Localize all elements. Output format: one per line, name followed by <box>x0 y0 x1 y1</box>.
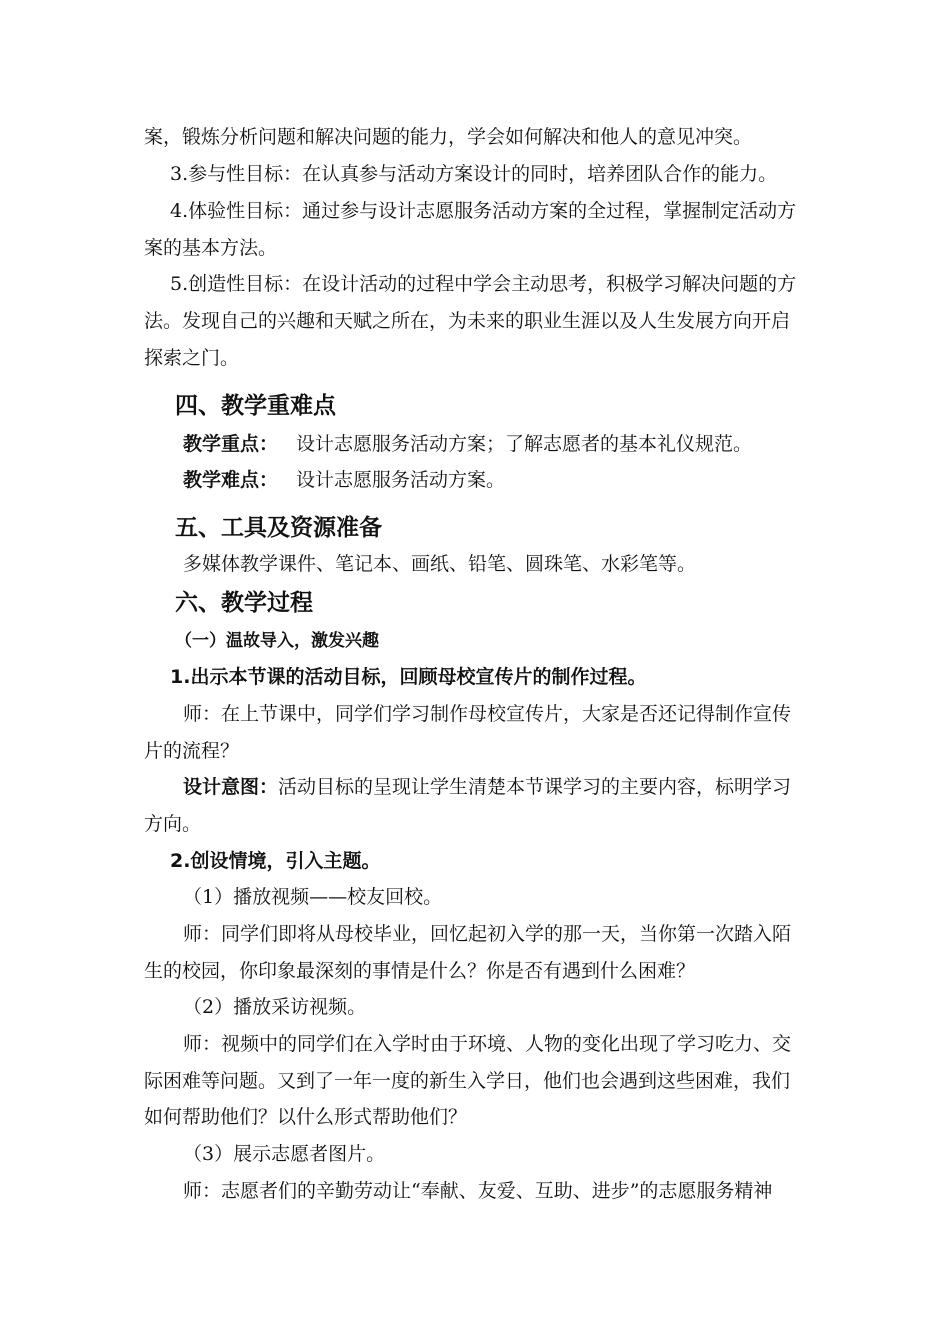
sub-step-3: （3）展示志愿者图片。 <box>183 1143 386 1165</box>
goal-creativity-line2: 法。发现自己的兴趣和天赋之所在，为未来的职业生涯以及人生发展方向开启 <box>144 310 791 332</box>
tools-list: 多媒体教学课件、笔记本、画纸、铅笔、圆珠笔、水彩笔等。 <box>183 553 697 575</box>
goal-creativity-line3: 探索之门。 <box>144 347 240 369</box>
teacher-line-2a: 师：同学们即将从母校毕业，回忆起初入学的那一天，当你第一次踏入陌 <box>183 923 792 945</box>
design-intent-label: 设计意图： <box>183 776 279 798</box>
goal-experience-line2: 案的基本方法。 <box>144 237 278 259</box>
goal-creativity-line1: 5.创造性目标：在设计活动的过程中学会主动思考，积极学习解决问题的方 <box>170 273 797 295</box>
paragraph-line: 案，锻炼分析问题和解决问题的能力，学会如何解决和他人的意见冲突。 <box>144 126 753 148</box>
design-intent-line1 <box>183 774 791 800</box>
section-heading-process: 六、教学过程 <box>175 590 313 616</box>
teaching-difficulty <box>183 467 505 493</box>
teaching-key-text: 设计志愿服务活动方案；了解志愿者的基本礼仪规范。 <box>296 433 753 455</box>
teaching-difficulty-text: 设计志愿服务活动方案。 <box>296 469 506 491</box>
sub-step-2: （2）播放采访视频。 <box>183 996 367 1018</box>
section-heading-key-difficulties: 四、教学重难点 <box>175 393 336 419</box>
teacher-line-3c: 如何帮助他们？以什么形式帮助他们？ <box>144 1106 468 1128</box>
teacher-line-3a: 师：视频中的同学们在入学时由于环境、人物的变化出现了学习吃力、交 <box>183 1033 792 1055</box>
teaching-key-point <box>183 431 752 457</box>
step-heading-1: 1.出示本节课的活动目标，回顾母校宣传片的制作过程。 <box>170 666 647 688</box>
teacher-line-1a: 师：在上节课中，同学们学习制作母校宣传片，大家是否还记得制作宣传 <box>183 703 792 725</box>
goal-experience-line1: 4.体验性目标：通过参与设计志愿服务活动方案的全过程，掌握制定活动方 <box>170 200 797 222</box>
design-intent-line2: 方向。 <box>144 813 202 835</box>
section-heading-tools: 五、工具及资源准备 <box>175 515 382 541</box>
teacher-line-1b: 片的流程？ <box>144 740 240 762</box>
sub-step-1: （1）播放视频——校友回校。 <box>183 886 443 908</box>
teaching-key-label: 教学重点： <box>183 433 279 455</box>
teacher-line-2b: 生的校园，你印象最深刻的事情是什么？你是否有遇到什么困难？ <box>144 960 696 982</box>
subsection-heading-intro: （一）温故导入，激发兴趣 <box>175 631 379 651</box>
step-heading-2: 2.创设情境，引入主题。 <box>170 850 381 872</box>
teaching-difficulty-label: 教学难点： <box>183 469 279 491</box>
design-intent-text: 活动目标的呈现让学生清楚本节课学习的主要内容，标明学习 <box>278 776 792 798</box>
teacher-line-3b: 际困难等问题。又到了一年一度的新生入学日，他们也会遇到这些困难，我们 <box>144 1070 791 1092</box>
goal-participation: 3.参与性目标：在认真参与活动方案设计的同时，培养团队合作的能力。 <box>170 163 778 185</box>
teacher-line-4a: 师：志愿者们的辛勤劳动让“奉献、友爱、互助、进步”的志愿服务精神 <box>183 1180 773 1202</box>
